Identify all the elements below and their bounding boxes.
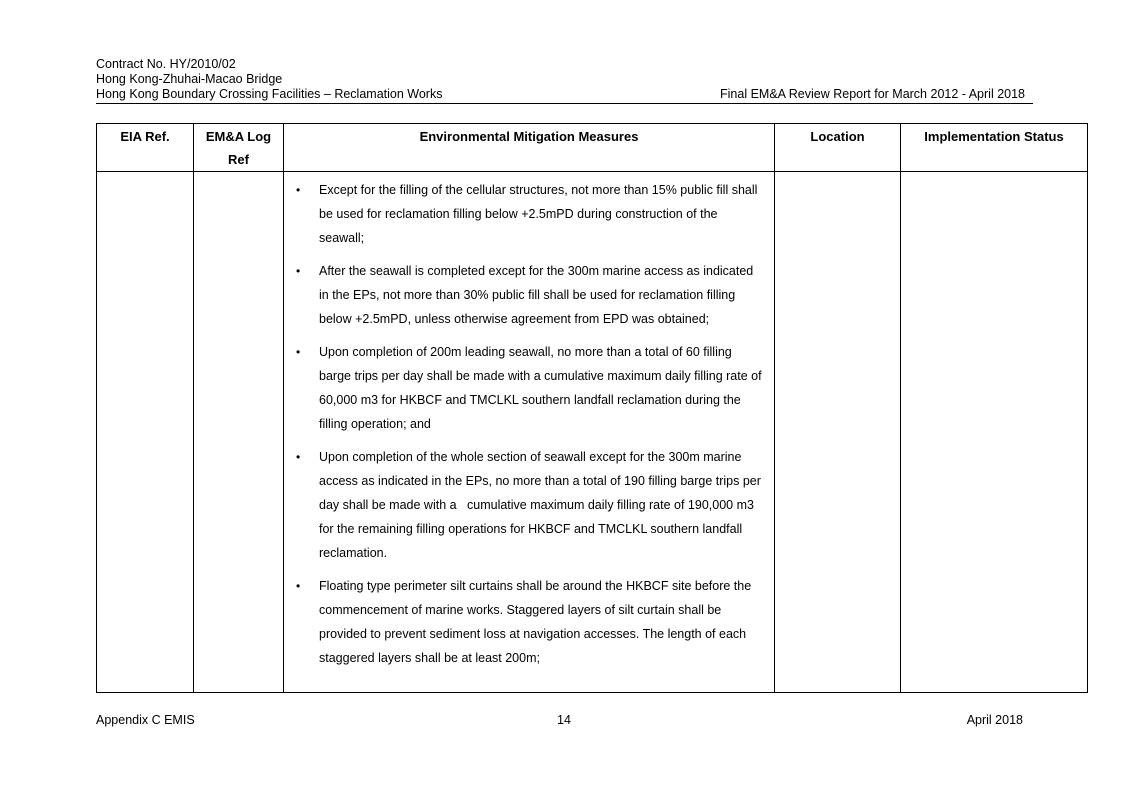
measure-text: Except for the filling of the cellular structures, not more than 15% public fill shall be used for reclamation filling below +2.5mPD during construction of the seawall; bbox=[319, 183, 758, 245]
measure-text: Floating type perimeter silt curtains shall be around the HKBCF site before the commencement of marine works. Staggered layers of silt curtain shall be provided to prevent sediment loss at navigation accesses. The length of each staggered layers shall be at least 200m; bbox=[319, 579, 752, 665]
measures-list bbox=[284, 172, 774, 670]
bullet-icon: • bbox=[296, 264, 301, 278]
bullet-icon: • bbox=[296, 579, 301, 593]
cell-measures bbox=[284, 172, 775, 693]
header-left bbox=[96, 57, 442, 102]
cell-ema-log-ref bbox=[194, 172, 284, 693]
project-name: Hong Kong-Zhuhai-Macao Bridge bbox=[96, 72, 283, 86]
cell-location bbox=[775, 172, 901, 693]
bullet-icon: • bbox=[296, 183, 301, 197]
list-item bbox=[284, 178, 766, 250]
cell-eia-ref bbox=[97, 172, 194, 693]
cell-implementation-status bbox=[901, 172, 1088, 693]
list-item bbox=[284, 445, 766, 565]
works-name: Hong Kong Boundary Crossing Facilities – Reclamation Works bbox=[96, 87, 443, 101]
measure-text: Upon completion of the whole section of seawall except for the 300m marine access as indicated in the EPs, no more than a total of 190 filling barge trips per day shall be made with a cumulative maximum daily filling rate of 190,000 m3 for the remaining filling operations for HKBCF and TMCLKL southern landfall reclamation. bbox=[319, 450, 761, 560]
col-ema-log-ref: EM&A Log Ref bbox=[194, 124, 284, 172]
col-eia-ref: EIA Ref. bbox=[97, 124, 194, 172]
mitigation-measures-table bbox=[96, 123, 1088, 693]
header-divider bbox=[96, 103, 1033, 104]
col-mitigation-measures: Environmental Mitigation Measures bbox=[284, 124, 775, 172]
list-item bbox=[284, 259, 766, 331]
list-item bbox=[284, 574, 766, 670]
table-row bbox=[97, 172, 1088, 693]
page-number: 14 bbox=[557, 713, 571, 727]
measure-text: After the seawall is completed except for the 300m marine access as indicated in the EPs, not more than 30% public fill shall be used for reclamation filling below +2.5mPD, unless otherwise agreement from EPD was obtained; bbox=[319, 264, 754, 326]
col-location: Location bbox=[775, 124, 901, 172]
footer-appendix: Appendix C EMIS bbox=[96, 713, 195, 727]
footer-date: April 2018 bbox=[966, 713, 1023, 727]
bullet-icon: • bbox=[296, 450, 301, 464]
col-implementation-status: Implementation Status bbox=[901, 124, 1088, 172]
list-item bbox=[284, 340, 766, 436]
table-header-row bbox=[97, 124, 1088, 172]
contract-number: Contract No. HY/2010/02 bbox=[96, 57, 236, 71]
report-title: Final EM&A Review Report for March 2012 - April 2018 bbox=[720, 87, 1025, 101]
bullet-icon: • bbox=[296, 345, 301, 359]
measure-text: Upon completion of 200m leading seawall, no more than a total of 60 filling barge trips per day shall be made with a cumulative maximum daily filling rate of 60,000 m3 for HKBCF and TMCLKL southern landfall reclamation during the filling operation; and bbox=[319, 345, 762, 431]
